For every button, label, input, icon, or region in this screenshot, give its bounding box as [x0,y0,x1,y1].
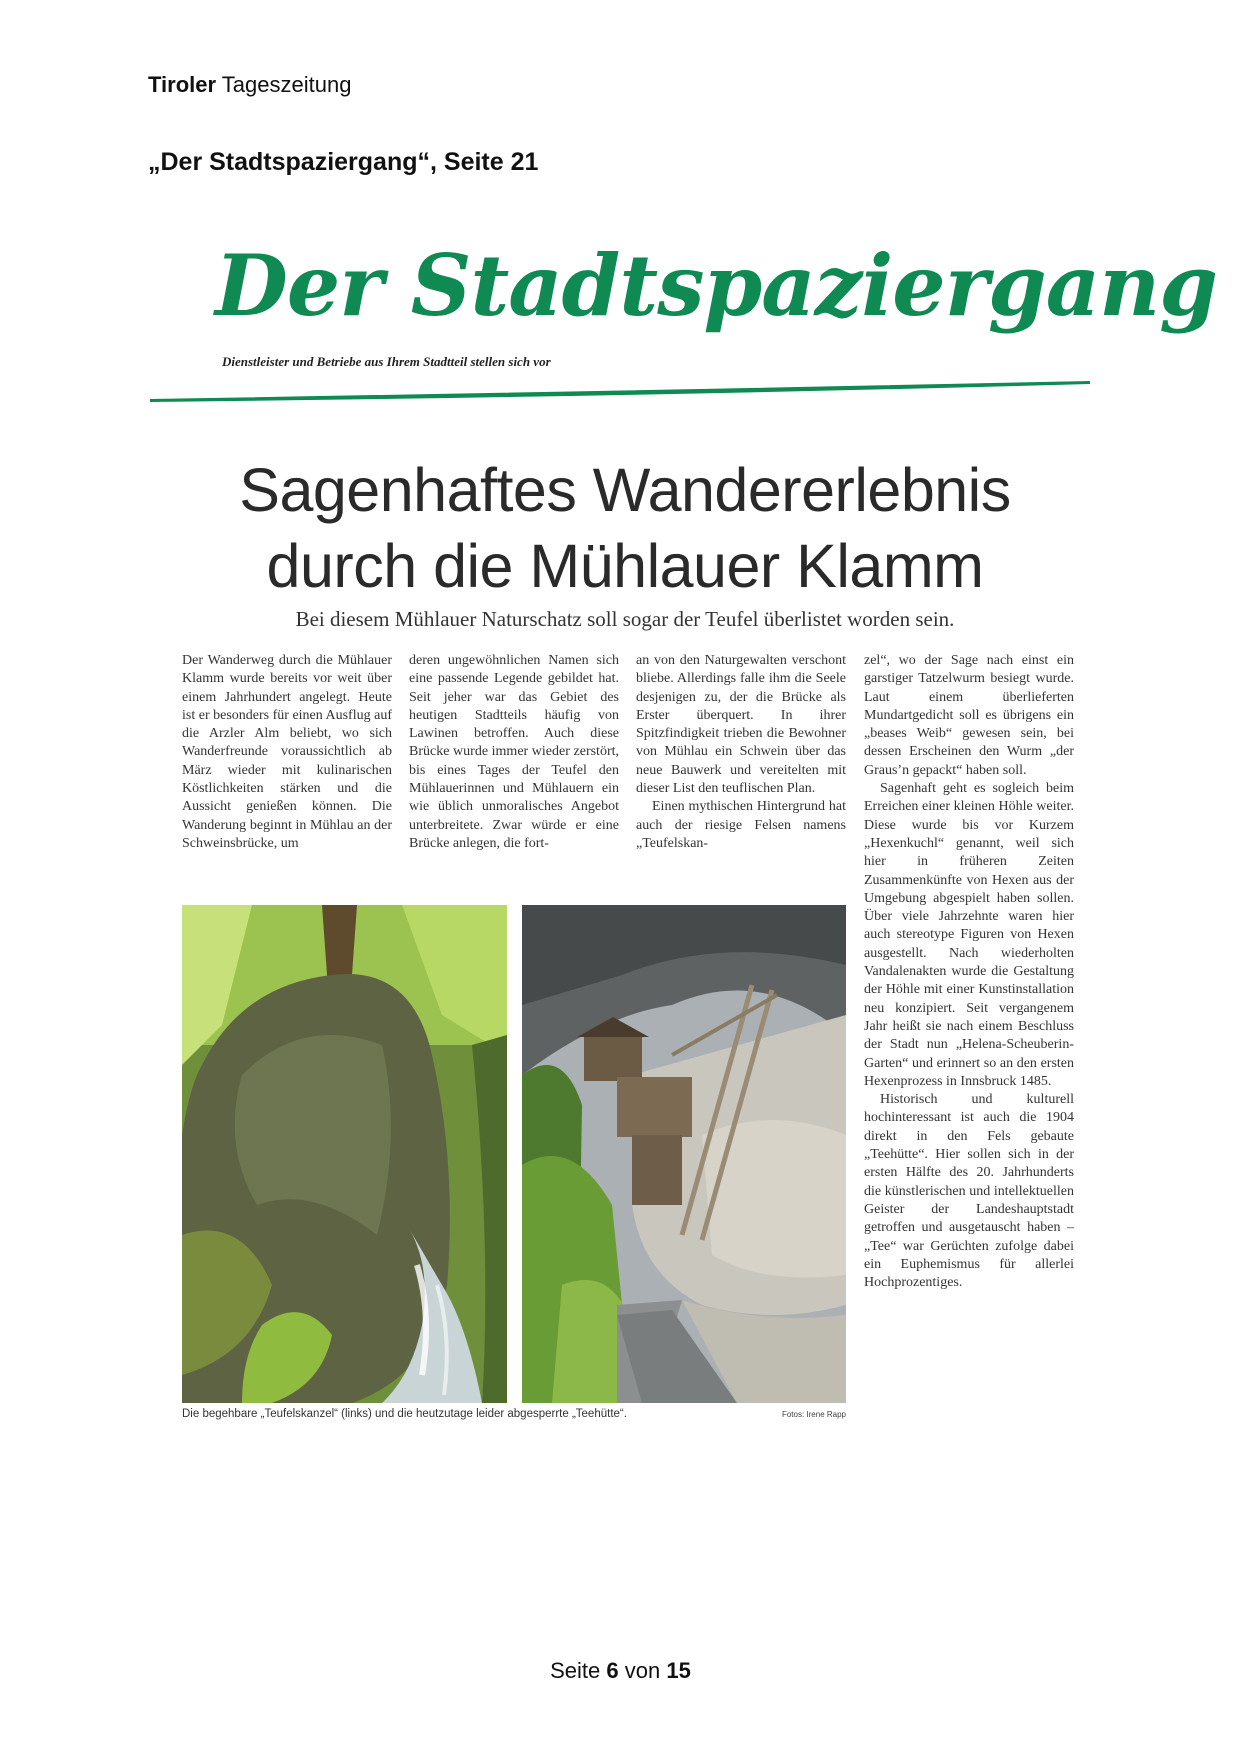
article-column-3 [636,652,846,897]
masthead-title: Der Stadtspaziergang [215,236,1217,335]
column-paragraph: Sagenhaft geht es sogleich beim Erreichen einer kleinen Höhle weiter. Diese wurde bis vor Kurzem „Hexenkuchl“ genannt, weil sich hier in früheren Zeiten Zusammenkünfte von Hexen aus der Umgebung abgespielt haben sollen. Über viele Jahrzehnte waren hier auch stereotype Figuren von Hexen ausgestellt. Nach wiederholten Vandalenakten wurde die Gestaltung der Höhle mit einer Kunstinstallation neu konzipiert. Seit vergangenem Jahr heißt sie nach einem Beschluss der Stadt nun „Helena-Scheuberin-Garten“ und erinnert so an den ersten Hexenprozess in Innsbruck 1485. [864,781,1074,1089]
publication-name [148,72,351,98]
article-column-1 [182,652,392,897]
photo-credit: Fotos: Irene Rapp [781,1410,846,1419]
article-column-4 [864,652,1074,1432]
headline-line-2: durch die Mühlauer Klamm [266,532,984,600]
photo-teehuette [522,905,846,1403]
column-paragraph: zel“, wo der Sage nach einst ein garstiger Tatzelwurm besiegt wurde. Laut einem überlieferten Mundartgedicht soll es übrigens ein „beases Weib“ gewesen sein, bei dessen Erscheinen den Wurm „der Graus’n gepackt“ haben soll. [864,653,1074,778]
column-paragraph: Historisch und kulturell hochinteressant ist auch die 1904 direkt in den Fels gebaute „Teehütte“. Hier sollen sich in der ersten Hälfte des 20. Jahrhunderts die künstlerischen und intellektuellen Geister der Landeshauptstadt getroffen und ausgetauscht haben – „Tee“ war Gerüchten zufolge dabei ein Euphemismus für allerlei Hochprozentiges. [864,1092,1074,1291]
column-paragraph: an von den Naturgewalten verschont bliebe. Allerdings falle ihm die Seele desjenigen zu, der die Brücke als Erster überquert. In ihrer Spitzfindigkeit trieben die Bewohner von Mühlau ein Schwein über das neue Bauwerk und vereitelten mit dieser List den teuflischen Plan. [636,653,846,797]
current-page-number: 6 [606,1658,619,1683]
article-subheadline: Bei diesem Mühlauer Naturschatz soll sogar der Teufel überlistet worden sein. [295,607,955,631]
article-column-2 [409,652,619,897]
photo-teufelskanzel [182,905,507,1403]
article-headline [180,452,1070,604]
document-title: „Der Stadtspaziergang“, Seite 21 [148,148,539,176]
footer-prefix: Seite [550,1658,601,1683]
publication-name-rest: Tageszeitung [221,72,352,97]
footer-middle: von [624,1658,661,1683]
headline-line-1: Sagenhaftes Wandererlebnis [239,456,1011,524]
total-pages-number: 15 [666,1658,691,1683]
publication-name-bold: Tiroler [148,72,217,97]
photo-caption: Die begehbare „Teufelskanzel“ (links) und die heutzutage leider abgesperrte „Teehütte“. [182,1408,627,1420]
column-paragraph: Der Wanderweg durch die Mühlauer Klamm wurde bereits vor weit über einem Jahrhundert angelegt. Heute ist er besonders für einen Ausflug auf die Arzler Alm beliebt, wo sich Wanderfreunde voraussichtlich ab März wieder mit kulinarischen Köstlichkeiten stärken und die Aussicht genießen können. Die Wanderung beginnt in Mühlau an der Schweinsbrücke, um [182,653,392,851]
column-paragraph: Einen mythischen Hintergrund hat auch der riesige Felsen namens „Teufelskan- [636,799,846,851]
masthead-swoosh [150,378,1090,402]
masthead-subtitle: Dienstleister und Betriebe aus Ihrem Stadtteil stellen sich vor [222,354,551,369]
column-paragraph: deren ungewöhnlichen Namen sich eine passende Legende gebildet hat. Seit jeher war das Gebiet des heutigen Stadtteils häufig von Lawinen betroffen. Auch diese Brücke wurde immer wieder zerstört, bis eines Tages der Teufel den Mühlauerinnen und Mühlauern ein wie üblich unmoralisches Angebot unterbreitete. Zwar würde er eine Brücke anlegen, die fort- [409,653,619,851]
page-footer [0,1658,1241,1684]
